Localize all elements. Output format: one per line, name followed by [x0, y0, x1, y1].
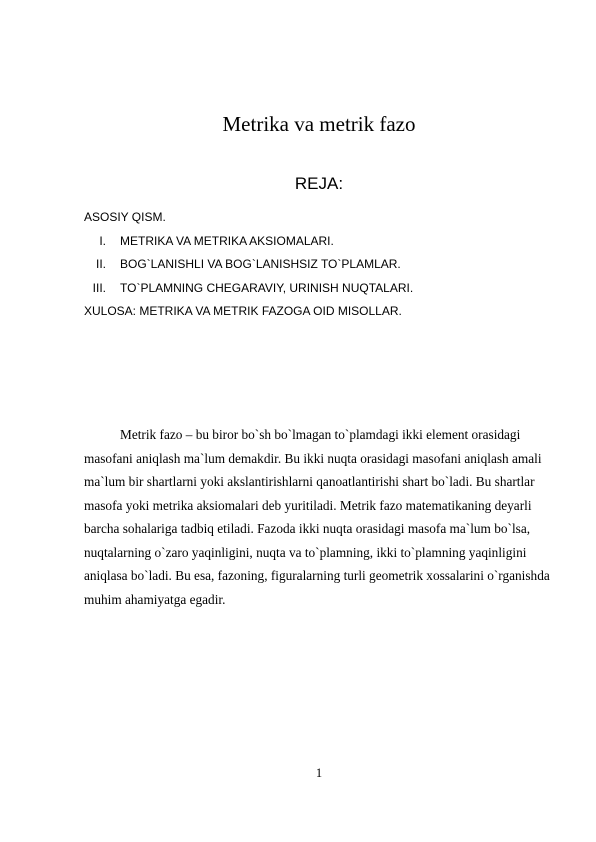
outline-item-text: TO`PLAMNING CHEGARAVIY, URINISH NUQTALARI.: [120, 280, 414, 295]
plan-outline: [84, 206, 554, 324]
outline-item-number: I.: [99, 233, 106, 248]
document-title: Metrika va metrik fazo: [222, 112, 416, 136]
outline-conclusion-text: XULOSA: METRIKA VA METRIK FAZOGA OID MISOLLAR.: [84, 304, 402, 318]
page-number: 1: [315, 766, 323, 780]
outline-item-text: METRIKA VA METRIKA AKSIOMALARI.: [120, 233, 334, 248]
outline-item-number: III.: [92, 280, 106, 295]
outline-item-number: II.: [95, 257, 106, 271]
outline-intro-text: ASOSIY QISM.: [84, 210, 166, 224]
outline-conclusion: [84, 300, 554, 324]
plan-heading: REJA:: [294, 174, 344, 193]
outline-item: [84, 277, 554, 301]
outline-item: [84, 253, 554, 277]
outline-item: [84, 230, 554, 254]
body-paragraph: Metrik fazo – bu biror bo`sh bo`lmagan to`plamdagi ikki element orasidagi masofani aniqlash ma`lum demakdir. Bu ikki nuqta orasidagi masofani aniqlash amali ma`lum bir shartlarni yoki akslantirishlarni qanoatlantirishi shart bo`ladi. Bu shartlar masofa yoki metrika aksiomalari deb yuritiladi. Metrik fazo matematikaning deyarli barcha sohalariga tadbiq etiladi. Fazoda ikki nuqta orasidagi masofa ma`lum bo`lsa, nuqtalarning o`zaro yaqinligini, nuqta va to`plamning, ikki to`plamning yaqinligini aniqlasa bo`ladi. Bu esa, fazoning, figuralarning turli geometrik xossalarini o`rganishda muhim ahamiyatga egadir.: [84, 427, 550, 607]
outline-item-text: BOG`LANISHLI VA BOG`LANISHSIZ TO`PLAMLAR.: [120, 257, 401, 271]
outline-intro: [84, 206, 554, 230]
